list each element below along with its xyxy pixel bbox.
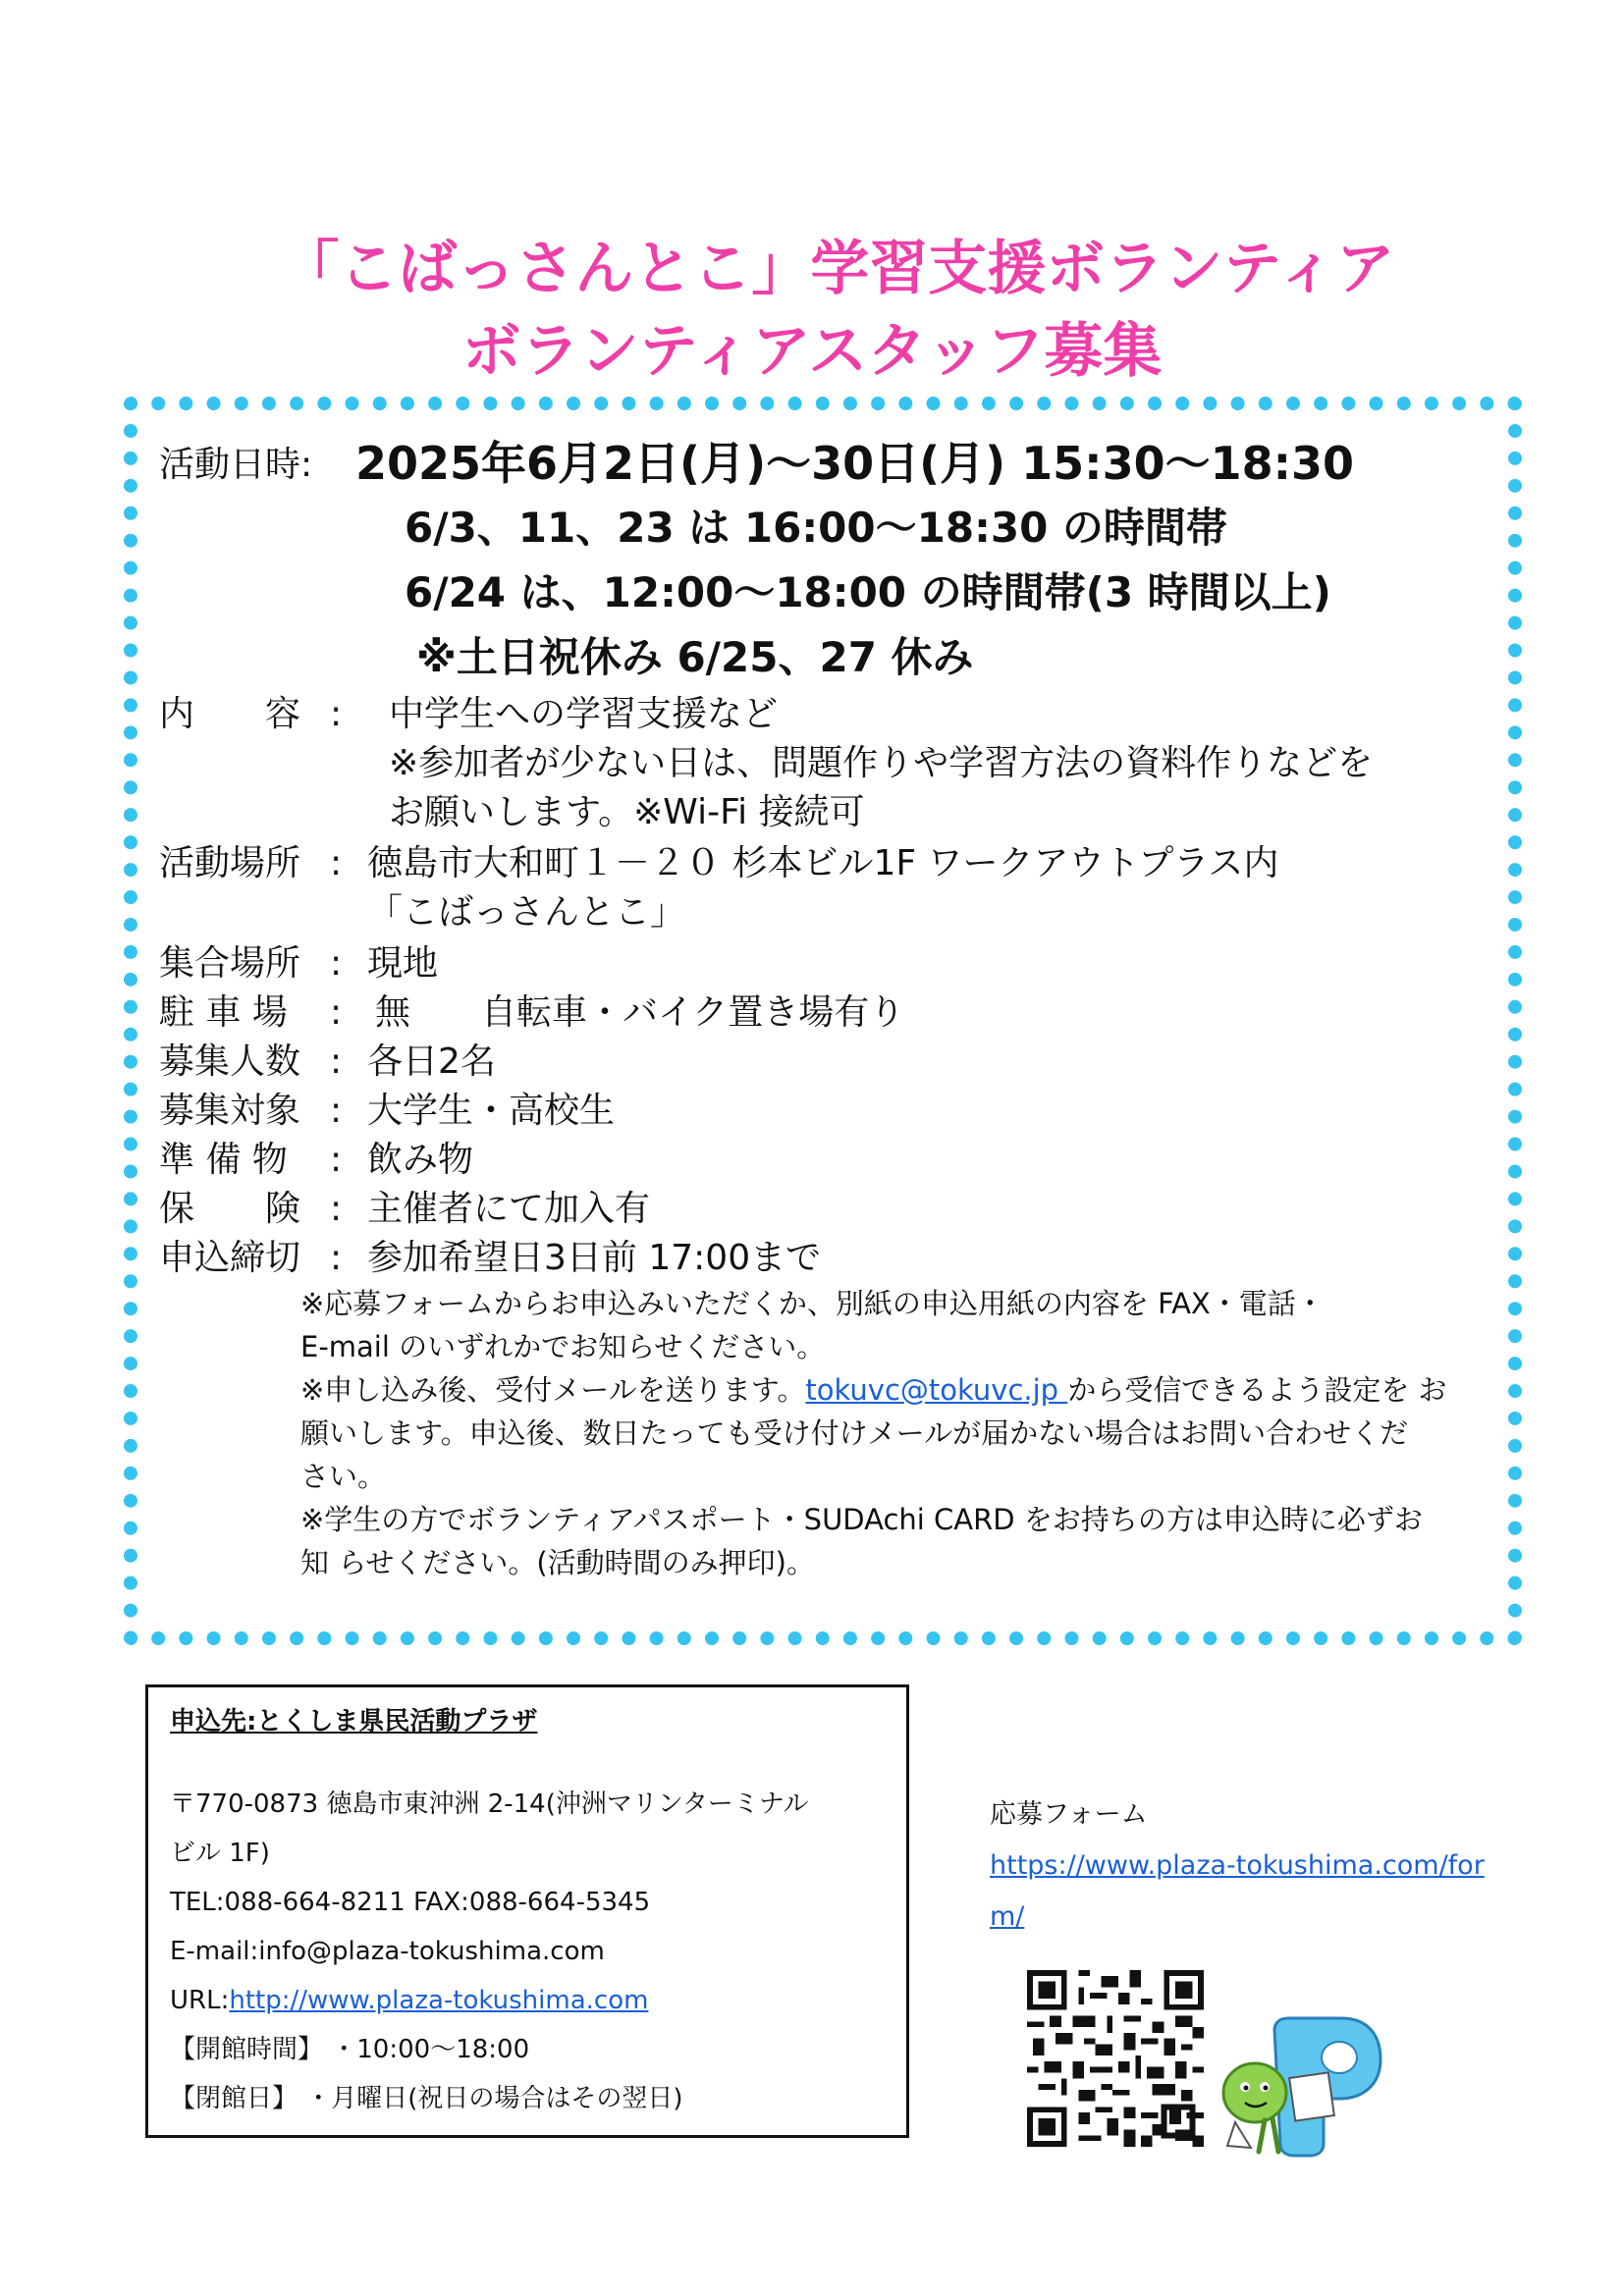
place-value-2: 「こばっさんとこ」 — [367, 892, 686, 933]
qr-code-icon[interactable] — [1027, 1967, 1204, 2150]
colon: : — [330, 694, 343, 734]
note-1a: ※応募フォームからお申込みいただくか、別紙の申込用紙の内容を FAX・電話・ — [300, 1287, 1325, 1320]
contact-heading: 申込先:とくしま県民活動プラザ — [170, 1707, 538, 1736]
content-value-3: お願いします。※Wi-Fi 接続可 — [389, 792, 865, 832]
parking-label: 駐 車 場 — [159, 992, 288, 1033]
form-url-line-1[interactable]: https://www.plaza-tokushima.com/for — [990, 1850, 1485, 1881]
note-2a — [300, 1368, 1447, 1412]
capacity-label: 募集人数 — [159, 1041, 301, 1082]
deadline-label: 申込締切 — [159, 1238, 301, 1278]
title-line-2: ボランティアスタッフ募集 — [461, 317, 1163, 386]
content-label: 内 容 — [159, 694, 301, 734]
bring-label: 準 備 物 — [159, 1140, 288, 1180]
form-label: 応募フォーム — [990, 1799, 1148, 1830]
mascot-icon — [1216, 2016, 1384, 2160]
note-1b: E-mail のいずれかでお知らせください。 — [300, 1330, 826, 1363]
tokuvc-email-link[interactable]: tokuvc@tokuvc.jp — [805, 1373, 1068, 1407]
contact-box — [145, 1684, 909, 2138]
activity-label: 活動日時: — [159, 445, 313, 485]
insurance-value: 主催者にて加入有 — [367, 1189, 651, 1229]
form-url-line-2[interactable]: m/ — [990, 1901, 1025, 1932]
parking-value: 無 自転車・バイク置き場有り — [375, 992, 905, 1033]
target-value: 大学生・高校生 — [367, 1091, 616, 1131]
capacity-value: 各日2名 — [367, 1041, 496, 1082]
note-2c: さい。 — [300, 1460, 387, 1493]
meeting-label: 集合場所 — [159, 943, 301, 984]
target-label: 募集対象 — [159, 1091, 301, 1131]
title-line-1: 「こばっさんとこ」学習支援ボランティア — [280, 235, 1395, 303]
activity-main: 2025年6月2日(月)～30日(月) 15:30～18:30 — [355, 437, 1355, 490]
colon: : — [330, 1041, 343, 1082]
contact-closed: 【閉館日】 ・月曜日(祝日の場合はその翌日) — [170, 2084, 683, 2113]
note-2b: 願いします。申込後、数日たっても受け付けメールが届かない場合はお問い合わせくだ — [300, 1416, 1409, 1450]
activity-line-4: ※土日祝休み 6/25、27 休み — [416, 633, 974, 681]
colon: : — [330, 1140, 343, 1180]
colon: : — [330, 1091, 343, 1131]
contact-url-link[interactable]: http://www.plaza-tokushima.com — [229, 1986, 649, 2015]
activity-line-3: 6/24 は、12:00～18:00 の時間帯(3 時間以上) — [405, 568, 1331, 616]
contact-email: E-mail:info@plaza-tokushima.com — [170, 1937, 605, 1966]
place-label: 活動場所 — [159, 843, 301, 883]
content-value-2: ※参加者が少ない日は、問題作りや学習方法の資料作りなどを — [389, 743, 1374, 783]
note-2a-post: から受信できるよう設定を お — [1067, 1373, 1447, 1407]
colon: : — [330, 992, 343, 1033]
contact-url-label: URL: — [170, 1986, 230, 2015]
colon: : — [330, 843, 343, 883]
bring-value: 飲み物 — [367, 1140, 474, 1180]
contact-url-line — [170, 1982, 648, 2019]
contact-address-2: ビル 1F) — [170, 1839, 270, 1868]
place-value-1: 徳島市大和町１－２０ 杉本ビル1F ワークアウトプラス内 — [367, 843, 1279, 883]
insurance-label: 保 険 — [159, 1189, 301, 1229]
contact-tel-fax: TEL:088-664-8211 FAX:088-664-5345 — [170, 1888, 651, 1917]
activity-line-2: 6/3、11、23 は 16:00～18:30 の時間帯 — [405, 504, 1227, 552]
colon: : — [330, 1238, 343, 1278]
note-3b: 知 らせください。(活動時間のみ押印)。 — [300, 1546, 815, 1579]
meeting-value: 現地 — [367, 943, 439, 984]
note-3a: ※学生の方でボランティアパスポート・SUDAchi CARD をお持ちの方は申込時に必ずお — [300, 1503, 1423, 1536]
note-2a-pre: ※申し込み後、受付メールを送ります。 — [300, 1373, 806, 1407]
colon: : — [330, 943, 343, 984]
colon: : — [330, 1189, 343, 1229]
deadline-value: 参加希望日3日前 17:00まで — [367, 1238, 822, 1278]
contact-address-1: 〒770-0873 徳島市東沖洲 2-14(沖洲マリンターミナル — [170, 1789, 809, 1819]
contact-hours: 【開館時間】 ・10:00～18:00 — [170, 2035, 530, 2064]
content-value-1: 中学生への学習支援など — [389, 694, 779, 734]
